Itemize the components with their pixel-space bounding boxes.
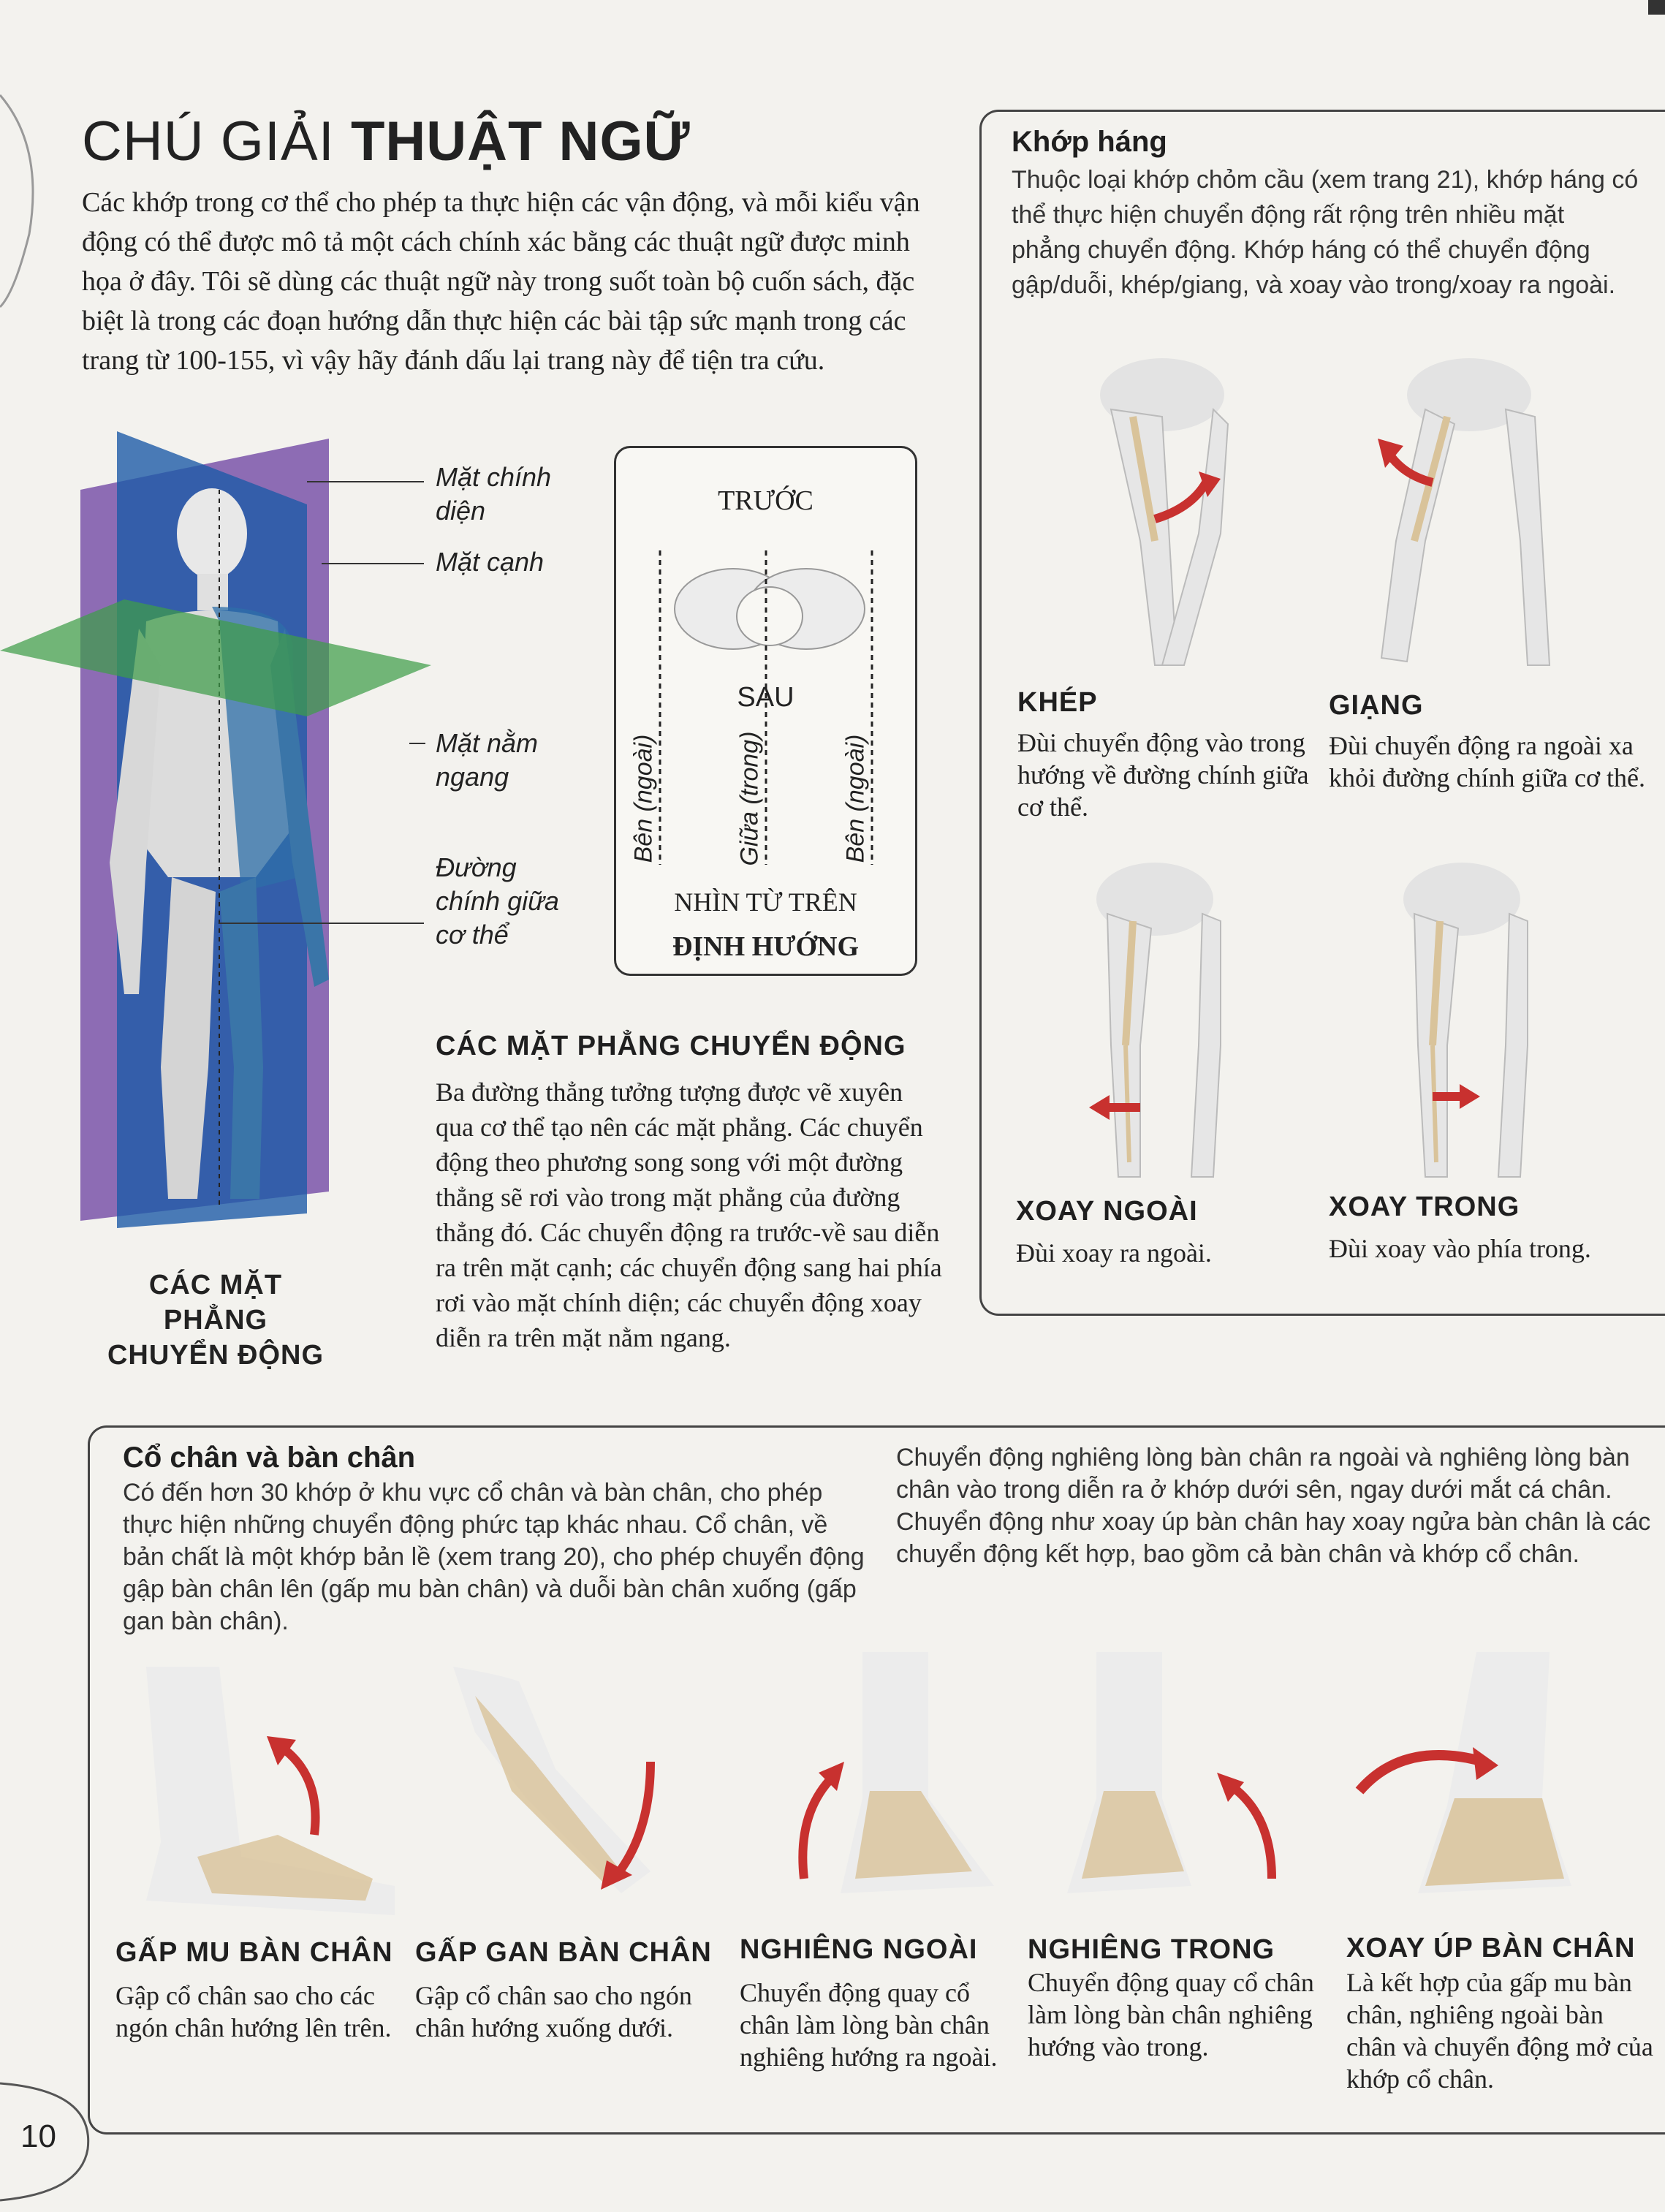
foot-move-desc-3: Chuyển động quay cổ chân làm lòng bàn chân nghiêng hướng ra ngoài. [740, 1978, 998, 2072]
planes-caption-line1: CÁC MẶT PHẲNG [148, 1270, 283, 1336]
orient-lateral-right: Bên (ngoài) [841, 734, 870, 863]
foot-move-name-2: GẤP GAN BÀN CHÂN [415, 1937, 712, 1968]
leader-frontal [307, 481, 424, 482]
eversion-illustration [753, 1652, 1031, 1930]
label-midline: Đường chính giữa cơ thể [436, 852, 559, 950]
foot-move-name-4: NGHIÊNG TRONG [1028, 1934, 1275, 1965]
inversion-illustration [1053, 1652, 1330, 1930]
foot-move-desc-2: Gập cổ chân sao cho ngón chân hướng xuống dưới. [415, 1981, 692, 2042]
hip-move-desc-3: Đùi xoay ra ngoài. [1016, 1238, 1212, 1268]
hip-title: Khớp háng [1012, 126, 1167, 158]
leader-midline [219, 923, 424, 924]
hip-move-name-2: GIẠNG [1329, 690, 1424, 721]
hip-internal-rotation-illustration [1374, 855, 1550, 1184]
orient-back: SAU [737, 682, 794, 713]
foot-move-name-5: XOAY ÚP BÀN CHÂN [1346, 1933, 1636, 1963]
hip-move-name-4: XOAY TRONG [1329, 1192, 1520, 1222]
title-bold: THUẬT NGỮ [350, 110, 691, 173]
foot-move-desc-1: Gập cổ chân sao cho các ngón chân hướng lên trên. [115, 1981, 392, 2042]
orient-medial: Giữa (trong) [735, 731, 764, 866]
intro-paragraph: Các khớp trong cơ thể cho phép ta thực hiện các vận động, và mỗi kiểu vận động có thể được mô tả một cách chính xác bằng các thuật ngữ được minh họa ở đây. Tôi sẽ dùng các thuật ngữ này trong suốt toàn bộ cuốn sách, đặc biệt là trong các đoạn hướng dẫn thực hiện các bài tập sức mạnh trong các trang từ 100-155, vì vậy hãy đánh dấu lại trang này để tiện tra cứu. [82, 187, 920, 376]
hip-move-name-3: XOAY NGOÀI [1016, 1196, 1198, 1227]
page-title [82, 110, 691, 173]
hip-abduction-illustration [1374, 351, 1564, 673]
planes-body: Ba đường thẳng tưởng tượng được vẽ xuyên qua cơ thể tạo nên các mặt phẳng. Các chuyển động theo phương song song với một đường thẳng sẽ rơi vào trong mặt phẳng của đường thẳng đó. Các chuyển động ra trước-về sau diễn ra trên mặt cạnh; các chuyển động sang hai phía rơi vào mặt chính diện; các chuyển động xoay diễn ra trên mặt nằm ngang. [436, 1077, 942, 1352]
label-frontal-plane: Mặt chính diện [436, 462, 552, 526]
planes-caption-line2: CHUYỂN ĐỘNG [107, 1340, 325, 1371]
foot-move-name-3: NGHIÊNG NGOÀI [740, 1934, 978, 1965]
foot-move-name-1: GẤP MU BÀN CHÂN [115, 1937, 393, 1968]
orient-view: NHÌN TỪ TRÊN [674, 887, 857, 917]
foot-move-desc-5: Là kết hợp của gấp mu bàn chân, nghiêng ngoài bàn chân và chuyển động mở của khớp cổ chân. [1346, 1968, 1653, 2094]
hip-move-name-1: KHÉP [1017, 687, 1098, 718]
orient-title: ĐỊNH HƯỚNG [672, 931, 860, 962]
ankle-title: Cổ chân và bàn chân [123, 1442, 416, 1474]
foot-move-desc-4: Chuyển động quay cổ chân làm lòng bàn chân nghiêng hướng vào trong. [1028, 1968, 1314, 2061]
orient-front: TRƯỚC [718, 485, 813, 516]
label-sagittal-plane: Mặt cạnh [436, 547, 545, 577]
title-light: CHÚ GIẢI [82, 110, 335, 173]
hip-adduction-illustration [1074, 351, 1250, 673]
ankle-body-left: Có đến hơn 30 khớp ở khu vực cổ chân và bàn chân, cho phép thực hiện những chuyển động phức tạp khác nhau. Cổ chân, về bản chất là một khớp bản lề (xem trang 20), cho phép chuyển động gập bàn chân lên (gấp mu bàn chân) và duỗi bàn chân xuống (gấp gan bàn chân). [123, 1479, 865, 1635]
label-transverse-plane: Mặt nằm ngang [436, 728, 539, 792]
dorsiflexion-illustration [132, 1667, 409, 1930]
pronation-illustration [1345, 1652, 1637, 1930]
planes-heading: CÁC MẶT PHẲNG CHUYỂN ĐỘNG [436, 1031, 906, 1061]
hip-external-rotation-illustration [1067, 855, 1243, 1184]
hip-move-desc-4: Đùi xoay vào phía trong. [1329, 1234, 1591, 1263]
leader-transverse [409, 743, 425, 744]
leader-sagittal [322, 563, 424, 564]
orient-lateral-left: Bên (ngoài) [629, 734, 658, 863]
plantarflexion-illustration [431, 1652, 709, 1930]
hip-move-desc-1: Đùi chuyển động vào trong hướng về đường chính giữa cơ thể. [1017, 728, 1309, 822]
orientation-box [614, 446, 917, 976]
hip-body: Thuộc loại khớp chỏm cầu (xem trang 21), khớp háng có thể thực hiện chuyển động rất rộng trên nhiều mặt phẳng chuyển động. Khớp háng có thể chuyển động gập/duỗi, khép/giang, và xoay vào trong/xoay ra ngoài. [1012, 166, 1639, 299]
planes-caption [99, 1268, 333, 1373]
hip-move-desc-2: Đùi chuyển động ra ngoài xa khỏi đường chính giữa cơ thể. [1329, 731, 1646, 792]
page-number: 10 [20, 2118, 56, 2154]
ankle-body-right: Chuyển động nghiêng lòng bàn chân ra ngoài và nghiêng lòng bàn chân vào trong diễn ra ở khớp dưới sên, ngay dưới mắt cá chân. Chuyển động như xoay úp bàn chân hay xoay ngửa bàn chân là các chuyển động kết hợp, bao gồm cả bàn chân và khớp cổ chân. [896, 1444, 1651, 1568]
body-planes-illustration [0, 424, 453, 1243]
